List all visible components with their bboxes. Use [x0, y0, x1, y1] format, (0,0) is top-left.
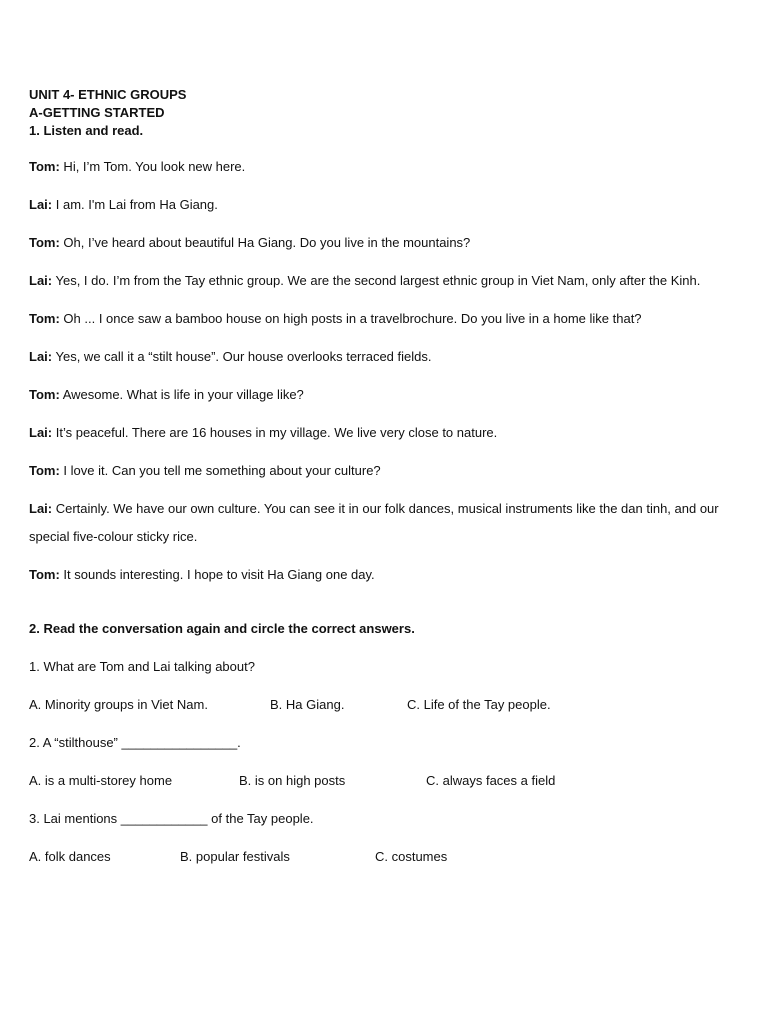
dialogue-text: I am. I'm Lai from Ha Giang.	[52, 197, 218, 212]
dialogue-line	[29, 495, 739, 551]
speaker-name: Tom:	[29, 159, 60, 174]
dialogue-text: Hi, I’m Tom. You look new here.	[59, 159, 246, 174]
option-a: A. is a multi-storey home	[29, 773, 173, 788]
speaker-name: Lai:	[29, 501, 53, 516]
option-b: B. popular festivals	[180, 849, 290, 864]
dialogue-line	[29, 381, 739, 409]
dialogue-line	[29, 343, 739, 371]
option-a: A. folk dances	[29, 849, 111, 864]
dialogue-line	[29, 229, 739, 257]
dialogue-text: It’s peaceful. There are 16 houses in my village. We live very close to nature.	[52, 425, 498, 440]
speaker-name: Lai:	[29, 197, 53, 212]
speaker-name: Lai:	[29, 349, 53, 364]
option-c: C. Life of the Tay people.	[407, 697, 551, 712]
dialogue-line	[29, 153, 739, 181]
unit-title: UNIT 4- ETHNIC GROUPS	[29, 87, 187, 102]
option-b: B. Ha Giang.	[270, 697, 345, 712]
dialogue-line	[29, 305, 739, 333]
question-1-options	[29, 691, 739, 719]
question-3-options	[29, 843, 739, 871]
speaker-name: Lai:	[29, 425, 53, 440]
question-2-options	[29, 767, 739, 795]
dialogue-text: It sounds interesting. I hope to visit Ha Giang one day.	[59, 567, 375, 582]
option-a: A. Minority groups in Viet Nam.	[29, 697, 208, 712]
section-title: A-GETTING STARTED	[29, 105, 165, 120]
speaker-name: Lai:	[29, 273, 53, 288]
dialogue-text: Yes, I do. I’m from the Tay ethnic group. We are the second largest ethnic group in Viet Nam, only after the Kinh.	[52, 273, 701, 288]
task1-title: 1. Listen and read.	[29, 123, 144, 138]
dialogue-line	[29, 419, 739, 447]
speaker-name: Tom:	[29, 311, 60, 326]
question-3: 3. Lai mentions ____________ of the Tay people.	[29, 811, 314, 826]
dialogue-line	[29, 561, 739, 589]
speaker-name: Tom:	[29, 567, 60, 582]
dialogue-line	[29, 191, 739, 219]
dialogue-text: I love it. Can you tell me something about your culture?	[59, 463, 381, 478]
question-2: 2. A “stilthouse” ________________.	[29, 735, 241, 750]
dialogue-text: Certainly. We have our own culture. You can see it in our folk dances, musical instruments like the dan tinh, and our special five-colour sticky rice.	[29, 501, 719, 544]
speaker-name: Tom:	[29, 235, 60, 250]
option-c: C. costumes	[375, 849, 448, 864]
question-1: 1. What are Tom and Lai talking about?	[29, 659, 255, 674]
option-c: C. always faces a field	[426, 773, 556, 788]
worksheet-page	[29, 86, 739, 881]
dialogue-line	[29, 457, 739, 485]
dialogue-text: Awesome. What is life in your village like?	[59, 387, 304, 402]
dialogue-line	[29, 267, 739, 295]
task2-section	[29, 615, 739, 871]
task2-title: 2. Read the conversation again and circle the correct answers.	[29, 621, 415, 636]
conversation	[29, 153, 739, 589]
option-b: B. is on high posts	[239, 773, 346, 788]
dialogue-text: Oh ... I once saw a bamboo house on high posts in a travelbrochure. Do you live in a home like that?	[59, 311, 642, 326]
speaker-name: Tom:	[29, 463, 60, 478]
dialogue-text: Oh, I’ve heard about beautiful Ha Giang. Do you live in the mountains?	[59, 235, 471, 250]
dialogue-text: Yes, we call it a “stilt house”. Our house overlooks terraced fields.	[52, 349, 432, 364]
speaker-name: Tom:	[29, 387, 60, 402]
